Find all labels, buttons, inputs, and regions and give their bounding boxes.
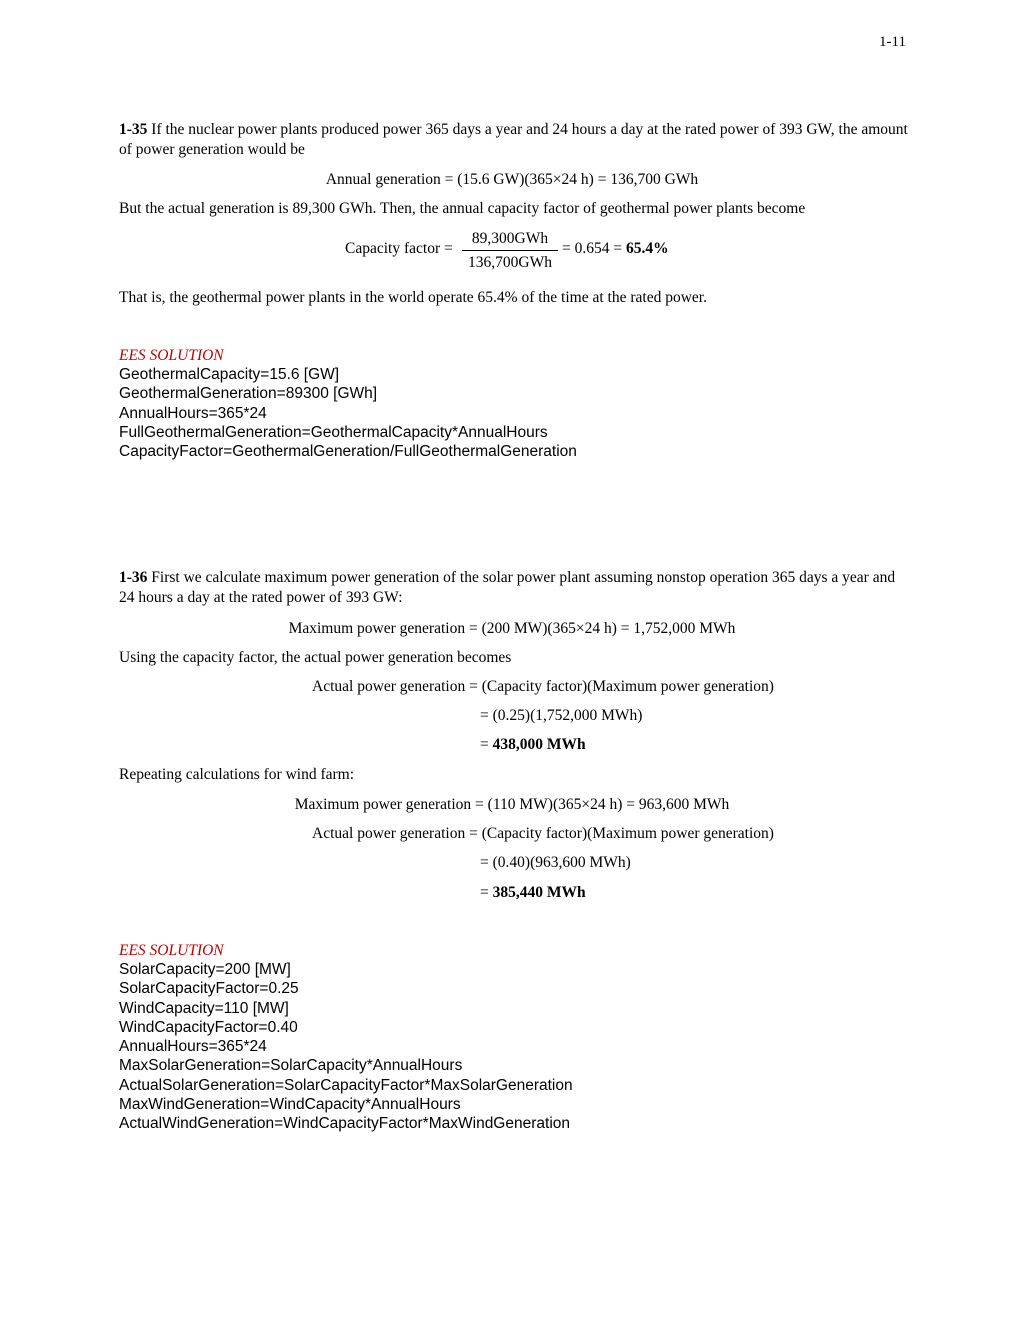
problem-number: 1-36 — [119, 569, 148, 586]
solar-result-value: 438,000 MWh — [492, 736, 586, 753]
code-line: MaxWindGeneration=WindCapacity*AnnualHours — [119, 1096, 461, 1114]
code-line: SolarCapacityFactor=0.25 — [119, 980, 299, 998]
code-line: MaxSolarGeneration=SolarCapacity*AnnualHours — [119, 1057, 463, 1075]
wind-actual-generation-equation: Actual power generation = (Capacity factor)(Maximum power generation) — [312, 825, 774, 842]
code-line: AnnualHours=365*24 — [119, 1038, 267, 1056]
code-line: WindCapacityFactor=0.40 — [119, 1018, 298, 1036]
capacity-factor-label: Capacity factor = — [345, 240, 453, 257]
capacity-factor-fraction — [462, 229, 558, 272]
code-line: AnnualHours=365*24 — [119, 404, 267, 422]
conclusion-text: That is, the geothermal power plants in the world operate 65.4% of the time at the rated power. — [119, 289, 707, 306]
wind-intro-text: Repeating calculations for wind farm: — [119, 766, 355, 783]
code-line: ActualWindGeneration=WindCapacityFactor*MaxWindGeneration — [119, 1115, 570, 1133]
problem-text: If the nuclear power plants produced power 365 days a year and 24 hours a day at the rated power of 393 GW, the amount of power generation would be — [119, 121, 908, 158]
code-line: SolarCapacity=200 [MW] — [119, 961, 291, 978]
solar-actual-generation-equation: Actual power generation = (Capacity factor)(Maximum power generation) — [312, 678, 774, 695]
code-line: GeothermalCapacity=15.6 [GW] — [119, 366, 340, 383]
solar-result: = 438,000 MWh — [480, 736, 586, 753]
problem-text: First we calculate maximum power generation of the solar power plant assuming nonstop operation 365 days a year and 24 hours a day at the rated power of 393 GW: — [119, 569, 896, 606]
wind-result: = 385,440 MWh — [480, 884, 586, 901]
wind-calculation-step: = (0.40)(963,600 MWh) — [480, 854, 631, 871]
code-line: ActualSolarGeneration=SolarCapacityFactor*MaxSolarGeneration — [119, 1076, 573, 1094]
capacity-factor-text: Using the capacity factor, the actual power generation becomes — [119, 649, 512, 666]
problem-number: 1-35 — [119, 121, 148, 138]
page-number: 1-11 — [879, 34, 906, 50]
problem-1-36-intro — [119, 568, 909, 607]
ees-solution-heading: EES SOLUTION — [119, 347, 224, 364]
capacity-factor-value: 65.4% — [625, 240, 669, 257]
code-line: WindCapacity=110 [MW] — [119, 999, 289, 1017]
solar-calculation-step: = (0.25)(1,752,000 MWh) — [480, 707, 643, 724]
fraction-denominator: 136,700GWh — [468, 254, 552, 271]
problem-1-35-intro — [119, 120, 909, 159]
capacity-factor-result: = 0.654 = 65.4% — [562, 240, 669, 257]
wind-result-value: 385,440 MWh — [492, 884, 586, 901]
fraction-bar — [462, 250, 558, 251]
ees-solution-heading: EES SOLUTION — [119, 942, 224, 959]
ees-code-block — [119, 960, 573, 1134]
wind-max-generation-equation: Maximum power generation = (110 MW)(365×24 h) = 963,600 MWh — [294, 796, 730, 813]
ees-code-block — [119, 365, 577, 461]
fraction-numerator: 89,300GWh — [471, 230, 549, 247]
annual-generation-equation: Annual generation = (15.6 GW)(365×24 h) = 136,700 GWh — [325, 171, 699, 188]
solar-max-generation-equation: Maximum power generation = (200 MW)(365×24 h) = 1,752,000 MWh — [288, 620, 736, 637]
code-line: FullGeothermalGeneration=GeothermalCapacity*AnnualHours — [119, 423, 548, 441]
actual-generation-text: But the actual generation is 89,300 GWh. Then, the annual capacity factor of geothermal power plants become — [119, 200, 806, 217]
code-line: GeothermalGeneration=89300 [GWh] — [119, 385, 378, 403]
code-line: CapacityFactor=GeothermalGeneration/FullGeothermalGeneration — [119, 443, 577, 461]
